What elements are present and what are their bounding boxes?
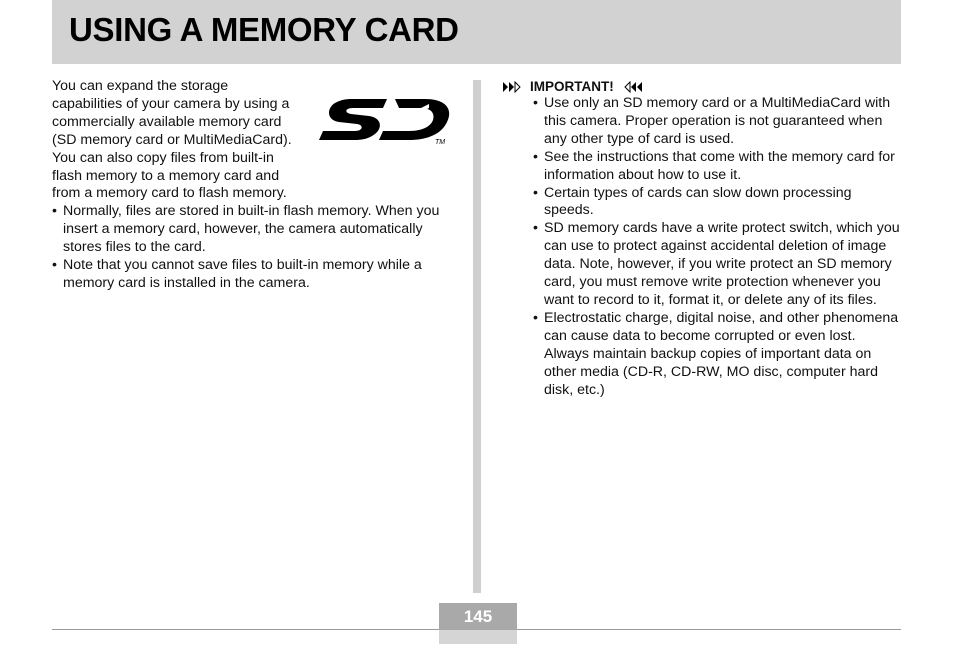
column-divider [473, 80, 481, 593]
important-left-marks-icon [503, 81, 525, 93]
list-item: • Normally, files are stored in built-in flash memory. When you insert a memory card, however, the camera automatically stores files to the card. [52, 203, 452, 257]
list-item: • Use only an SD memory card or a MultiMediaCard with this camera. Proper operation is not guaranteed when any other type of card is used. [533, 95, 900, 149]
left-bullet-list [52, 203, 452, 293]
sd-logo-icon [317, 96, 452, 146]
important-label: IMPORTANT! [530, 78, 614, 94]
left-column [52, 78, 452, 293]
list-item: • Certain types of cards can slow down processing speeds. [533, 185, 900, 221]
page-title: USING A MEMORY CARD [69, 11, 459, 48]
page-number-tab [439, 630, 517, 644]
sd-logo-s-shape [319, 99, 387, 140]
list-item: • See the instructions that come with the memory card for information about how to use it. [533, 149, 900, 185]
list-item: • Note that you cannot save files to built-in memory while a memory card is installed in the camera. [52, 257, 452, 293]
page-header [52, 0, 901, 64]
page-number: 145 [439, 603, 517, 630]
intro-paragraph: You can expand the storage capabilities of your camera by using a commercially available memory card (SD memory card or MultiMediaCard). You can also copy files from built-in flash memory to a memory card and from a memory card to flash memory. [52, 78, 292, 202]
important-right-marks-icon [620, 81, 642, 93]
right-column [503, 78, 903, 399]
list-item: • SD memory cards have a write protect switch, which you can use to protect against accidental deletion of image data. Note, however, if you write protect an SD memory card, you must remove write protection whenever you want to record to it, format it, or delete any of its files. [533, 220, 900, 310]
important-bullet-list [503, 95, 903, 399]
important-heading [503, 78, 903, 95]
sd-logo-d-shape [379, 99, 449, 140]
sd-logo-tm: TM [435, 139, 446, 146]
list-item: • Electrostatic charge, digital noise, and other phenomena can cause data to become corrupted or even lost. Always maintain backup copies of important data on other media (CD-R, CD-RW, MO disc, computer hard disk, etc.) [533, 310, 900, 400]
